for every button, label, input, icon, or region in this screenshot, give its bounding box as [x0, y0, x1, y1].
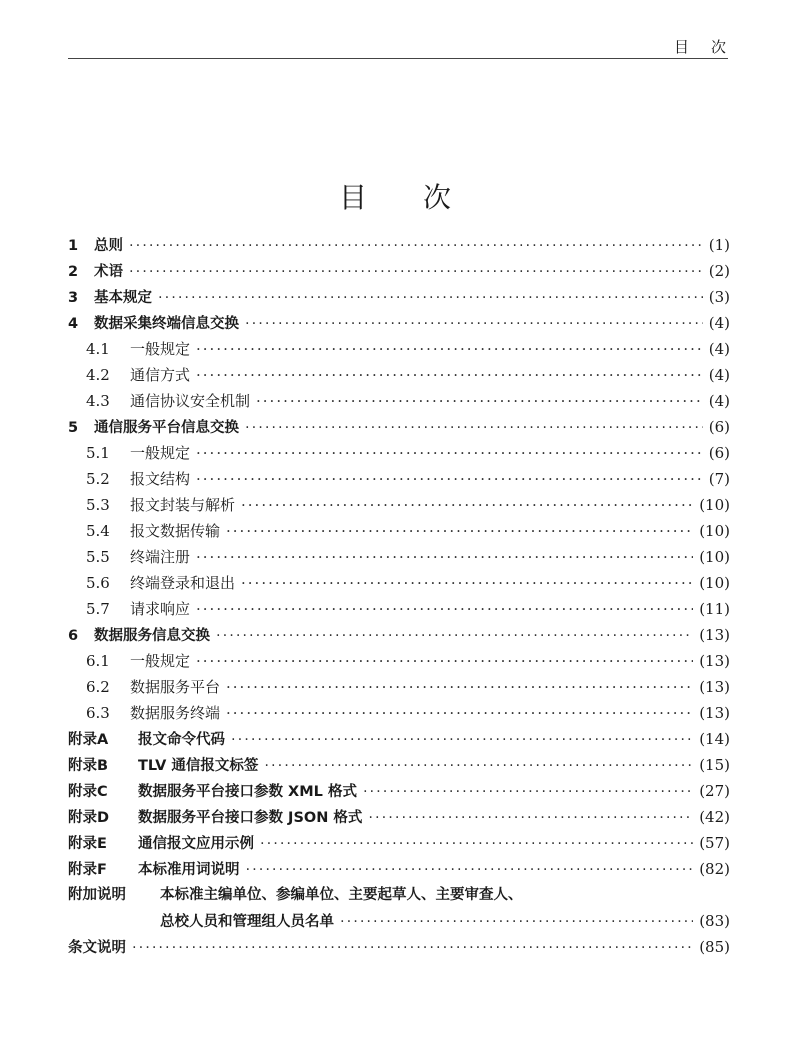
entry-title: 数据服务平台 [130, 678, 221, 696]
leader-dots [368, 805, 693, 831]
entry-page: (11) [699, 600, 730, 618]
entry-title: 报文命令代码 [138, 732, 225, 748]
entry-number: 附录A [68, 732, 109, 748]
leader-dots [231, 727, 693, 753]
leader-dots [196, 596, 693, 622]
entry-page: (82) [699, 860, 730, 878]
toc-subentry[interactable] [68, 674, 730, 700]
entry-number: 5.1 [86, 444, 110, 462]
toc-subentry[interactable] [68, 440, 730, 466]
toc-appendix[interactable] [68, 752, 730, 778]
entry-title: 通信方式 [130, 366, 191, 384]
leader-dots [245, 311, 703, 337]
entry-title: 报文数据传输 [130, 522, 221, 540]
leader-dots [241, 570, 693, 596]
entry-title: 总则 [94, 238, 123, 254]
entry-number: 附录E [68, 836, 107, 852]
entry-page: (4) [708, 314, 730, 332]
toc-entry[interactable] [68, 258, 730, 284]
entry-number: 5 [68, 420, 79, 436]
entry-title: 数据服务信息交换 [94, 628, 210, 644]
entry-title: 一般规定 [130, 652, 191, 670]
toc-subentry[interactable] [68, 466, 730, 492]
entry-page: (13) [699, 704, 730, 722]
entry-number: 5.2 [86, 470, 110, 488]
entry-page: (83) [699, 912, 730, 930]
entry-page: (10) [699, 496, 730, 514]
leader-dots [196, 466, 703, 492]
toc-appendix[interactable] [68, 830, 730, 856]
leader-dots [216, 623, 693, 649]
entry-number: 附录F [68, 862, 107, 878]
entry-title: 数据服务终端 [130, 704, 221, 722]
entry-title: 条文说明 [68, 940, 126, 956]
leader-dots [256, 388, 703, 414]
entry-title: 数据服务平台接口参数 JSON 格式 [138, 810, 363, 826]
entry-title: TLV 通信报文标签 [138, 758, 259, 774]
entry-page: (13) [699, 652, 730, 670]
entry-number: 4.1 [86, 340, 110, 358]
toc-subentry[interactable] [68, 700, 730, 726]
entry-page: (13) [699, 626, 730, 644]
toc-entry[interactable] [68, 414, 730, 440]
entry-page: (2) [708, 262, 730, 280]
entry-number: 6.3 [86, 704, 110, 722]
leader-dots [196, 336, 703, 362]
entry-page: (10) [699, 548, 730, 566]
entry-number: 附录B [68, 758, 109, 774]
entry-page: (42) [699, 808, 730, 826]
entry-number: 5.7 [86, 600, 110, 618]
entry-number: 5.6 [86, 574, 110, 592]
entry-page: (6) [708, 418, 730, 436]
entry-page: (3) [708, 288, 730, 306]
entry-page: (27) [699, 782, 730, 800]
entry-number: 1 [68, 238, 79, 254]
leader-dots [129, 233, 703, 259]
toc-subentry[interactable] [68, 570, 730, 596]
entry-number: 附录D [68, 810, 110, 826]
entry-title: 一般规定 [130, 444, 191, 462]
entry-title: 通信报文应用示例 [138, 836, 254, 852]
entry-title: 本标准用词说明 [138, 862, 240, 878]
entry-title: 总校人员和管理组人员名单 [160, 914, 334, 930]
entry-title: 术语 [94, 264, 123, 280]
running-head-title: 目次 [673, 38, 748, 56]
page-title: 目次 [338, 181, 507, 214]
entry-title: 本标准主编单位、参编单位、主要起草人、主要审查人、 [160, 887, 523, 903]
entry-number: 6.1 [86, 652, 110, 670]
leader-dots [226, 674, 693, 700]
leader-dots [158, 285, 703, 311]
entry-page: (1) [708, 236, 730, 254]
entry-title: 请求响应 [130, 600, 191, 618]
toc-entry[interactable] [68, 284, 730, 310]
toc-subentry[interactable] [68, 388, 730, 414]
toc-appendix[interactable] [68, 804, 730, 830]
leader-dots [260, 831, 693, 857]
toc-entry[interactable] [68, 622, 730, 648]
entry-number: 2 [68, 264, 79, 280]
entry-title: 基本规定 [94, 290, 152, 306]
leader-dots [246, 857, 694, 883]
entry-number: 6 [68, 628, 79, 644]
entry-page: (10) [699, 522, 730, 540]
entry-number: 5.3 [86, 496, 110, 514]
leader-dots [129, 259, 703, 285]
entry-page: (6) [708, 444, 730, 462]
entry-page: (13) [699, 678, 730, 696]
toc-additional-note[interactable] [68, 882, 730, 908]
entry-number: 4.2 [86, 366, 110, 384]
toc-subentry[interactable] [68, 492, 730, 518]
leader-dots [196, 648, 693, 674]
entry-title: 报文结构 [130, 470, 191, 488]
running-header [68, 36, 748, 59]
entry-number: 3 [68, 290, 79, 306]
toc-appendix[interactable] [68, 778, 730, 804]
entry-title: 数据采集终端信息交换 [94, 316, 239, 332]
entry-page: (15) [699, 756, 730, 774]
entry-number: 4 [68, 316, 79, 332]
toc-appendix[interactable] [68, 856, 730, 882]
entry-number: 6.2 [86, 678, 110, 696]
toc-entry[interactable] [68, 232, 730, 258]
entry-page: (7) [708, 470, 730, 488]
toc-entry[interactable] [68, 310, 730, 336]
leader-dots [264, 753, 693, 779]
toc-subentry[interactable] [68, 596, 730, 622]
entry-title: 终端登录和退出 [130, 574, 236, 592]
leader-dots [196, 362, 703, 388]
leader-dots [245, 415, 703, 441]
toc-subentry[interactable] [68, 648, 730, 674]
toc-subentry[interactable] [68, 336, 730, 362]
leader-dots [196, 544, 693, 570]
leader-dots [196, 440, 703, 466]
entry-page: (57) [699, 834, 730, 852]
leader-dots [226, 518, 693, 544]
entry-page: (85) [699, 938, 730, 956]
toc-subentry[interactable] [68, 362, 730, 388]
leader-dots [226, 700, 693, 726]
entry-page: (4) [708, 340, 730, 358]
entry-number: 附加说明 [68, 887, 126, 903]
toc-additional-note-continued[interactable] [68, 908, 730, 934]
toc-commentary[interactable] [68, 934, 730, 960]
entry-title: 数据服务平台接口参数 XML 格式 [138, 784, 357, 800]
table-of-contents [68, 232, 730, 960]
entry-title: 终端注册 [130, 548, 191, 566]
entry-number: 5.5 [86, 548, 110, 566]
entry-page: (10) [699, 574, 730, 592]
entry-page: (4) [708, 366, 730, 384]
entry-number: 5.4 [86, 522, 110, 540]
entry-title: 通信协议安全机制 [130, 392, 251, 410]
toc-subentry[interactable] [68, 544, 730, 570]
leader-dots [340, 909, 693, 935]
leader-dots [241, 492, 693, 518]
toc-subentry[interactable] [68, 518, 730, 544]
entry-number: 附录C [68, 784, 108, 800]
toc-appendix[interactable] [68, 726, 730, 752]
entry-title: 通信服务平台信息交换 [94, 420, 239, 436]
entry-title: 报文封装与解析 [130, 496, 236, 514]
entry-page: (4) [708, 392, 730, 410]
entry-page: (14) [699, 730, 730, 748]
leader-dots [132, 935, 693, 961]
leader-dots [363, 779, 693, 805]
entry-title: 一般规定 [130, 340, 191, 358]
entry-number: 4.3 [86, 392, 110, 410]
